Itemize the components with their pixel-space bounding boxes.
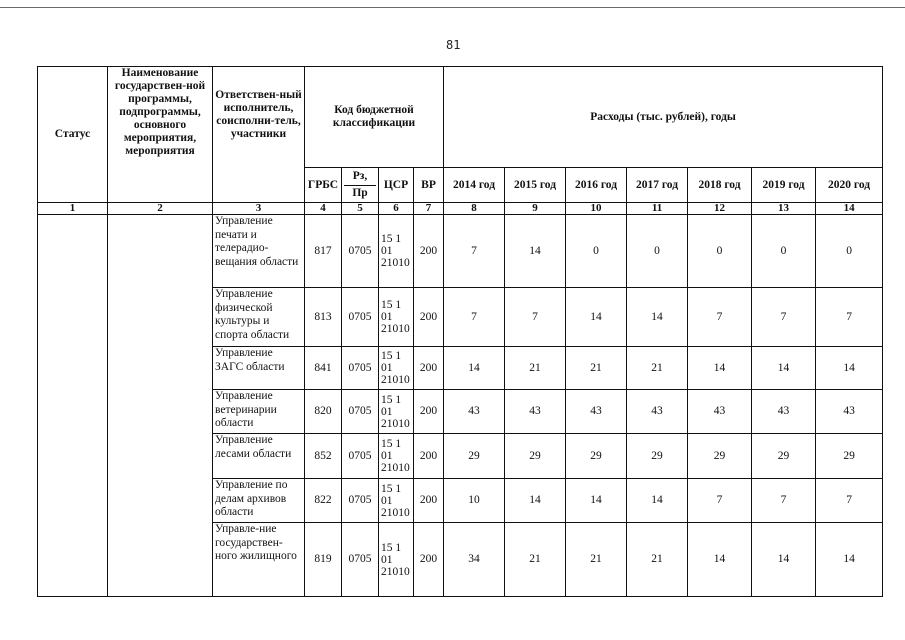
csr-cell: 15 1 01 21010 xyxy=(379,390,414,434)
value-2015: 14 xyxy=(505,215,566,288)
value-2016: 29 xyxy=(566,434,627,479)
rzpr-cell: 0705 xyxy=(342,523,379,597)
page-number: 81 xyxy=(446,38,461,52)
column-number: 7 xyxy=(414,203,444,215)
scan-edge-line xyxy=(0,7,905,8)
value-2016: 43 xyxy=(566,390,627,434)
value-2019: 14 xyxy=(752,523,816,597)
value-2019: 7 xyxy=(752,479,816,523)
value-2015: 29 xyxy=(505,434,566,479)
value-2016: 14 xyxy=(566,288,627,347)
value-2017: 21 xyxy=(627,347,688,390)
value-2014: 14 xyxy=(444,347,505,390)
executor-cell: Управление печати и телерадио-вещания области xyxy=(213,215,305,288)
executor-cell: Управление ветеринарии области xyxy=(213,390,305,434)
csr-cell: 15 1 01 21010 xyxy=(379,523,414,597)
column-number: 14 xyxy=(816,203,883,215)
value-2017: 29 xyxy=(627,434,688,479)
header-grbs: ГРБС xyxy=(305,168,342,203)
header-expenses: Расходы (тыс. рублей), годы xyxy=(444,67,883,168)
column-number: 4 xyxy=(305,203,342,215)
header-year-2018: 2018 год xyxy=(688,168,752,203)
column-number: 3 xyxy=(213,203,305,215)
value-2018: 43 xyxy=(688,390,752,434)
budget-table xyxy=(37,66,883,597)
value-2015: 14 xyxy=(505,479,566,523)
value-2020: 0 xyxy=(816,215,883,288)
grbs-cell: 817 xyxy=(305,215,342,288)
value-2018: 7 xyxy=(688,288,752,347)
value-2014: 7 xyxy=(444,215,505,288)
header-budget-code: Код бюджетной классификации xyxy=(305,67,444,168)
value-2016: 14 xyxy=(566,479,627,523)
vr-cell: 200 xyxy=(414,523,444,597)
vr-cell: 200 xyxy=(414,347,444,390)
column-number: 13 xyxy=(752,203,816,215)
rzpr-cell: 0705 xyxy=(342,288,379,347)
table-row xyxy=(38,215,883,288)
grbs-cell: 822 xyxy=(305,479,342,523)
grbs-cell: 820 xyxy=(305,390,342,434)
csr-cell: 15 1 01 21010 xyxy=(379,288,414,347)
csr-cell: 15 1 01 21010 xyxy=(379,479,414,523)
header-responsible: Ответствен-ный исполнитель, соисполни-тель, участники xyxy=(213,67,305,203)
vr-cell: 200 xyxy=(414,479,444,523)
header-year-2015: 2015 год xyxy=(505,168,566,203)
column-number: 11 xyxy=(627,203,688,215)
rzpr-cell: 0705 xyxy=(342,215,379,288)
value-2020: 29 xyxy=(816,434,883,479)
value-2016: 0 xyxy=(566,215,627,288)
value-2018: 14 xyxy=(688,523,752,597)
value-2020: 7 xyxy=(816,479,883,523)
value-2018: 0 xyxy=(688,215,752,288)
header-rzpr xyxy=(342,168,379,203)
column-number: 2 xyxy=(108,203,213,215)
header-pr: Пр xyxy=(352,187,368,200)
executor-cell: Управление физической культуры и спорта области xyxy=(213,288,305,347)
value-2015: 43 xyxy=(505,390,566,434)
value-2015: 21 xyxy=(505,523,566,597)
header-program-name: Наименование государствен-ной программы, подпрограммы, основного мероприятия, мероприятия xyxy=(108,67,213,203)
header-year-2017: 2017 год xyxy=(627,168,688,203)
value-2017: 43 xyxy=(627,390,688,434)
value-2018: 14 xyxy=(688,347,752,390)
value-2019: 0 xyxy=(752,215,816,288)
value-2016: 21 xyxy=(566,347,627,390)
value-2014: 43 xyxy=(444,390,505,434)
column-number: 9 xyxy=(505,203,566,215)
status-cell xyxy=(38,215,108,597)
vr-cell: 200 xyxy=(414,288,444,347)
csr-cell: 15 1 01 21010 xyxy=(379,434,414,479)
value-2017: 0 xyxy=(627,215,688,288)
value-2014: 10 xyxy=(444,479,505,523)
value-2019: 29 xyxy=(752,434,816,479)
value-2020: 14 xyxy=(816,347,883,390)
executor-cell: Управление по делам архивов области xyxy=(213,479,305,523)
rzpr-cell: 0705 xyxy=(342,390,379,434)
program-name-cell xyxy=(108,215,213,597)
column-number: 6 xyxy=(379,203,414,215)
value-2018: 29 xyxy=(688,434,752,479)
value-2014: 34 xyxy=(444,523,505,597)
executor-cell: Управле-ние государствен-ного жилищного xyxy=(213,523,305,597)
column-number: 8 xyxy=(444,203,505,215)
vr-cell: 200 xyxy=(414,434,444,479)
column-number: 10 xyxy=(566,203,627,215)
grbs-cell: 813 xyxy=(305,288,342,347)
header-row-top xyxy=(38,67,883,168)
grbs-cell: 841 xyxy=(305,347,342,390)
column-number: 12 xyxy=(688,203,752,215)
header-vr: ВР xyxy=(414,168,444,203)
column-number: 1 xyxy=(38,203,108,215)
value-2019: 43 xyxy=(752,390,816,434)
rzpr-cell: 0705 xyxy=(342,479,379,523)
rzpr-cell: 0705 xyxy=(342,434,379,479)
value-2020: 14 xyxy=(816,523,883,597)
csr-cell: 15 1 01 21010 xyxy=(379,347,414,390)
rzpr-cell: 0705 xyxy=(342,347,379,390)
value-2020: 43 xyxy=(816,390,883,434)
value-2015: 7 xyxy=(505,288,566,347)
value-2019: 14 xyxy=(752,347,816,390)
executor-cell: Управление лесами области xyxy=(213,434,305,479)
value-2017: 21 xyxy=(627,523,688,597)
value-2017: 14 xyxy=(627,479,688,523)
value-2014: 29 xyxy=(444,434,505,479)
value-2020: 7 xyxy=(816,288,883,347)
value-2016: 21 xyxy=(566,523,627,597)
header-year-2016: 2016 год xyxy=(566,168,627,203)
header-year-2014: 2014 год xyxy=(444,168,505,203)
grbs-cell: 819 xyxy=(305,523,342,597)
grbs-cell: 852 xyxy=(305,434,342,479)
header-status: Статус xyxy=(38,67,108,203)
value-2015: 21 xyxy=(505,347,566,390)
header-year-2020: 2020 год xyxy=(816,168,883,203)
value-2014: 7 xyxy=(444,288,505,347)
value-2019: 7 xyxy=(752,288,816,347)
header-rz: Рз, xyxy=(344,168,376,186)
column-number: 5 xyxy=(342,203,379,215)
executor-cell: Управление ЗАГС области xyxy=(213,347,305,390)
vr-cell: 200 xyxy=(414,215,444,288)
csr-cell: 15 1 01 21010 xyxy=(379,215,414,288)
header-year-2019: 2019 год xyxy=(752,168,816,203)
header-csr: ЦСР xyxy=(379,168,414,203)
value-2017: 14 xyxy=(627,288,688,347)
column-number-row xyxy=(38,203,883,215)
vr-cell: 200 xyxy=(414,390,444,434)
value-2018: 7 xyxy=(688,479,752,523)
